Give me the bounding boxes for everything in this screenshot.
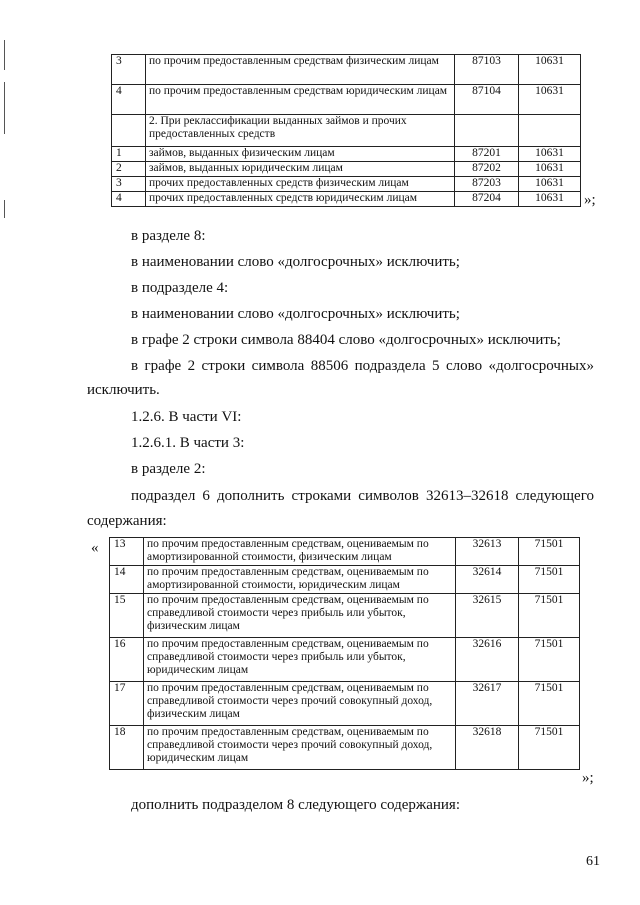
paragraph: в графе 2 строки символа 88404 слово «долгосрочных» исключить; xyxy=(131,332,561,348)
paragraph: в подразделе 4: xyxy=(131,280,229,296)
row-text: по прочим предоставленным средствам, оцениваемым по амортизированной стоимости, юридическим лицам xyxy=(144,566,456,594)
row-symbol: 87202 xyxy=(455,162,519,177)
scan-margin-mark xyxy=(4,40,5,70)
row-account: 10631 xyxy=(519,162,581,177)
paragraph: в наименовании слово «долгосрочных» исключить; xyxy=(131,306,460,322)
scan-margin-mark xyxy=(4,82,5,134)
table-row xyxy=(112,177,581,192)
table-codes-87 xyxy=(111,54,581,207)
paragraph: в разделе 8: xyxy=(131,228,206,244)
row-text: по прочим предоставленным средствам, оцениваемым по справедливой стоимости через прочий совокупный доход, юридическим лицам xyxy=(144,726,456,770)
row-account: 71501 xyxy=(519,566,580,594)
paragraph: дополнить подразделом 8 следующего содержания: xyxy=(131,797,461,813)
row-account: 10631 xyxy=(519,147,581,162)
table-row xyxy=(110,566,580,594)
scan-margin-mark xyxy=(4,200,5,218)
table-row xyxy=(110,682,580,726)
table-row xyxy=(112,115,581,147)
row-symbol: 32618 xyxy=(456,726,519,770)
opening-quote: « xyxy=(91,540,99,556)
row-symbol: 32614 xyxy=(456,566,519,594)
row-symbol: 87204 xyxy=(455,192,519,207)
table-codes-326 xyxy=(109,537,580,770)
row-text: прочих предоставленных средств юридическим лицам xyxy=(146,192,455,207)
row-text: по прочим предоставленным средствам, оцениваемым по амортизированной стоимости, физическим лицам xyxy=(144,538,456,566)
row-number: 13 xyxy=(110,538,144,566)
row-account xyxy=(519,115,581,147)
row-number: 2 xyxy=(112,162,146,177)
row-text: займов, выданных физическим лицам xyxy=(146,147,455,162)
row-text: по прочим предоставленным средствам, оцениваемым по справедливой стоимости через прочий совокупный доход, физическим лицам xyxy=(144,682,456,726)
row-symbol: 32615 xyxy=(456,594,519,638)
row-account: 10631 xyxy=(519,192,581,207)
table-row xyxy=(112,147,581,162)
row-text: по прочим предоставленным средствам, оцениваемым по справедливой стоимости через прибыль или убыток, юридическим лицам xyxy=(144,638,456,682)
row-number: 15 xyxy=(110,594,144,638)
row-number: 18 xyxy=(110,726,144,770)
row-text: 2. При реклассификации выданных займов и прочих предоставленных средств xyxy=(146,115,455,147)
row-account: 71501 xyxy=(519,594,580,638)
row-number: 4 xyxy=(112,192,146,207)
closing-quote: »; xyxy=(582,770,594,786)
row-number: 14 xyxy=(110,566,144,594)
paragraph: подраздел 6 дополнить строками символов 32613–32618 следующего xyxy=(131,488,594,504)
row-symbol: 32617 xyxy=(456,682,519,726)
row-number: 3 xyxy=(112,55,146,85)
page-number: 61 xyxy=(586,854,600,869)
row-symbol: 87104 xyxy=(455,85,519,115)
table-row xyxy=(112,192,581,207)
row-account: 71501 xyxy=(519,726,580,770)
row-number: 16 xyxy=(110,638,144,682)
row-symbol: 32616 xyxy=(456,638,519,682)
section-number: 1.2.6. В части VI: xyxy=(131,409,242,425)
row-symbol xyxy=(455,115,519,147)
paragraph-continuation: содержания: xyxy=(87,513,167,529)
table-row xyxy=(112,162,581,177)
row-text: по прочим предоставленным средствам, оцениваемым по справедливой стоимости через прибыль или убыток, физическим лицам xyxy=(144,594,456,638)
row-number xyxy=(112,115,146,147)
table-row xyxy=(110,538,580,566)
row-account: 10631 xyxy=(519,55,581,85)
row-symbol: 87103 xyxy=(455,55,519,85)
table-row xyxy=(112,85,581,115)
row-account: 71501 xyxy=(519,638,580,682)
paragraph-continuation: исключить. xyxy=(87,382,160,398)
table-row xyxy=(110,726,580,770)
row-number: 4 xyxy=(112,85,146,115)
row-account: 10631 xyxy=(519,85,581,115)
row-account: 71501 xyxy=(519,682,580,726)
row-number: 17 xyxy=(110,682,144,726)
table-row xyxy=(110,594,580,638)
paragraph: в графе 2 строки символа 88506 подраздела 5 слово «долгосрочных» xyxy=(131,358,594,374)
row-account: 10631 xyxy=(519,177,581,192)
section-number: 1.2.6.1. В части 3: xyxy=(131,435,245,451)
row-number: 1 xyxy=(112,147,146,162)
row-symbol: 87201 xyxy=(455,147,519,162)
table-row xyxy=(112,55,581,85)
row-symbol: 32613 xyxy=(456,538,519,566)
closing-quote: »; xyxy=(584,192,596,208)
paragraph: в наименовании слово «долгосрочных» исключить; xyxy=(131,254,460,270)
row-text: прочих предоставленных средств физическим лицам xyxy=(146,177,455,192)
row-text: по прочим предоставленным средствам юридическим лицам xyxy=(146,85,455,115)
row-number: 3 xyxy=(112,177,146,192)
paragraph: в разделе 2: xyxy=(131,461,206,477)
row-text: займов, выданных юридическим лицам xyxy=(146,162,455,177)
row-account: 71501 xyxy=(519,538,580,566)
table-row xyxy=(110,638,580,682)
row-symbol: 87203 xyxy=(455,177,519,192)
row-text: по прочим предоставленным средствам физическим лицам xyxy=(146,55,455,85)
